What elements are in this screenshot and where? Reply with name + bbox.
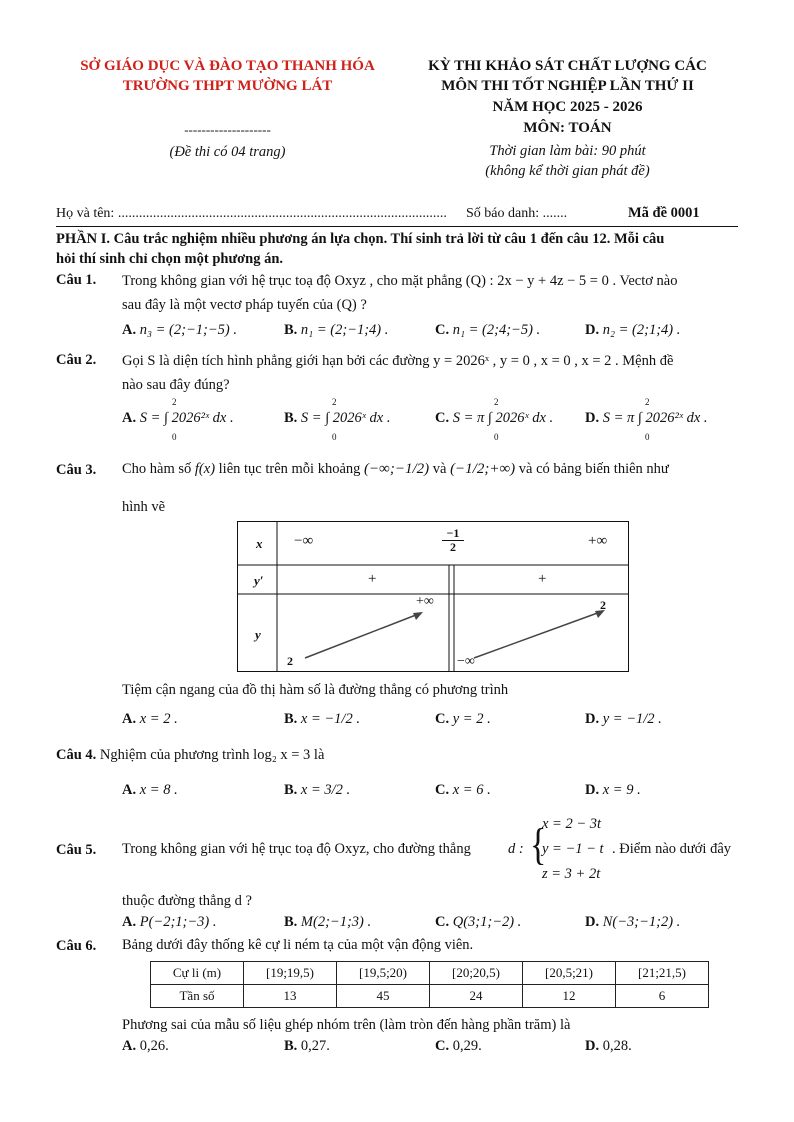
q2-option-b[interactable]: B. S = ∫ 2026ˣ dx .: [284, 410, 391, 426]
frequency-table: [150, 961, 709, 1008]
table-header-cell: [21;21,5): [616, 962, 709, 985]
table-header-cell: Cự li (m): [151, 962, 244, 985]
school-year: NĂM HỌC 2025 - 2026: [492, 99, 643, 115]
q4-label: Câu 4.: [56, 747, 97, 763]
q5-option-b[interactable]: B. M(2;−1;3) .: [284, 914, 372, 930]
table-cell: 24: [430, 985, 523, 1008]
q3-text-line2: hình vẽ: [122, 499, 166, 515]
table-header-cell: [20,5;21): [523, 962, 616, 985]
q3-question: Tiệm cận ngang của đồ thị hàm số là đường thẳng có phương trình: [122, 682, 509, 698]
table-header-cell: [19,5;20): [337, 962, 430, 985]
q1-option-d[interactable]: D. n₂ = (2;1;4) .: [585, 322, 681, 338]
q4-line: [56, 747, 324, 764]
q2-a-upper-bound: 2: [172, 397, 177, 407]
q3-option-b[interactable]: B. x = −1/2 .: [284, 711, 360, 727]
q5-option-c[interactable]: C. Q(3;1;−2) .: [435, 914, 522, 930]
part1-heading-line2: hỏi thí sinh chỉ chọn một phương án.: [56, 251, 284, 267]
q3-option-d[interactable]: D. y = −1/2 .: [585, 711, 662, 727]
q1-option-b[interactable]: B. n₁ = (2;−1;4) .: [284, 322, 389, 338]
info-underline: [56, 226, 738, 227]
q4-option-a[interactable]: A. x = 8 .: [122, 782, 178, 798]
exam-time-note: (không kể thời gian phát đề): [485, 163, 650, 179]
q5-line-d: d :: [508, 841, 524, 857]
q1-option-a[interactable]: A. n₃ = (2;−1;−5) .: [122, 322, 237, 338]
q5-text-b: . Điểm nào dưới đây: [612, 841, 732, 857]
q6-option-c[interactable]: C. 0,29.: [435, 1038, 482, 1054]
q3-option-a[interactable]: A. x = 2 .: [122, 711, 178, 727]
q5-system-y: y = −1 − t: [542, 841, 604, 857]
q2-b-lower-bound: 0: [332, 432, 337, 442]
q6-text: Bảng dưới đây thống kê cự li ném tạ của một vận động viên.: [122, 937, 474, 953]
q6-label: Câu 6.: [56, 938, 97, 954]
q2-text-line1: Gọi S là diện tích hình phẳng giới hạn bởi các đường y = 2026ˣ , y = 0 , x = 0 , x = 2 . Mệnh đề: [122, 353, 674, 369]
department-name: SỞ GIÁO DỤC VÀ ĐÀO TẠO THANH HÓA: [80, 58, 375, 74]
q3-text-line1: Cho hàm số f(x) liên tục trên mỗi khoảng (−∞;−1/2) và (−1/2;+∞) và có bảng biến thiên như: [122, 461, 669, 477]
table-header-cell: [19;19,5): [244, 962, 337, 985]
q5-label: Câu 5.: [56, 842, 97, 858]
q5-system-brace: {: [530, 821, 547, 870]
q4-option-d[interactable]: D. x = 9 .: [585, 782, 641, 798]
exam-time: Thời gian làm bài: 90 phút: [489, 143, 646, 159]
q1-label: Câu 1.: [56, 272, 97, 288]
candidate-number-field: Số báo danh: .......: [466, 206, 568, 221]
school-name: TRƯỜNG THPT MƯỜNG LÁT: [122, 78, 333, 94]
table-header-cell: [20;20,5): [430, 962, 523, 985]
q2-b-upper-bound: 2: [332, 397, 337, 407]
part1-heading-line1: PHẦN I. Câu trắc nghiệm nhiều phương án lựa chọn. Thí sinh trả lời từ câu 1 đến câu 12. Mỗi câu: [56, 231, 665, 247]
table-sign-right: +: [538, 571, 547, 587]
exam-code: Mã đề 0001: [628, 205, 700, 221]
q3-label: Câu 3.: [56, 462, 97, 478]
table-cell: 13: [244, 985, 337, 1008]
q2-d-upper-bound: 2: [645, 397, 650, 407]
q2-label: Câu 2.: [56, 352, 97, 368]
q5-text-line2: thuộc đường thẳng d ?: [122, 893, 252, 909]
table-yprime-label: y′: [254, 573, 264, 588]
q2-d-lower-bound: 0: [645, 432, 650, 442]
table-cell: 6: [616, 985, 709, 1008]
q2-text-line2: nào sau đây đúng?: [122, 377, 230, 393]
q6-question: Phương sai của mẫu số liệu ghép nhóm trên (làm tròn đến hàng phần trăm) là: [122, 1017, 571, 1033]
header-separator: --------------------: [184, 122, 271, 137]
table-x-left: −∞: [294, 533, 314, 549]
table-header-row: [151, 962, 709, 985]
table-cell: 45: [337, 985, 430, 1008]
table-sign-left: +: [368, 571, 377, 587]
q5-text-a: Trong không gian với hệ trục toạ độ Oxyz, cho đường thẳng: [122, 841, 471, 857]
q6-option-b[interactable]: B. 0,27.: [284, 1038, 330, 1054]
candidate-name-field: Họ và tên: ..............................................................................................: [56, 206, 447, 221]
q2-a-lower-bound: 0: [172, 432, 177, 442]
q1-text-line2: sau đây là một vectơ pháp tuyến của (Q) ?: [122, 297, 367, 313]
subject: MÔN: TOÁN: [523, 120, 612, 136]
q3-option-c[interactable]: C. y = 2 .: [435, 711, 491, 727]
table-x-right: +∞: [588, 533, 608, 549]
table-y-left-top: +∞: [416, 594, 434, 609]
table-x-label: x: [256, 536, 263, 551]
q3-interval-1: (−∞;−1/2): [364, 461, 430, 477]
table-cell: Tần số: [151, 985, 244, 1008]
q5-system-x: x = 2 − 3t: [542, 816, 602, 832]
q1-text-line1: Trong không gian với hệ trục toạ độ Oxyz , cho mặt phẳng (Q) : 2x − y + 4z − 5 = 0 . Vectơ nào: [122, 273, 678, 289]
table-y-right-bottom: −∞: [457, 654, 475, 669]
q5-system-z: z = 3 + 2t: [542, 866, 601, 882]
q2-option-d[interactable]: D. S = π ∫ 2026²ˣ dx .: [585, 410, 708, 426]
table-y-left-bottom: 2: [287, 654, 293, 668]
q6-option-a[interactable]: A. 0,26.: [122, 1038, 169, 1054]
table-x-mid: −1 2: [442, 527, 464, 554]
exam-title-line1: KỲ THI KHẢO SÁT CHẤT LƯỢNG CÁC: [428, 58, 707, 74]
q5-option-d[interactable]: D. N(−3;−1;2) .: [585, 914, 681, 930]
q4-text: Nghiệm của phương trình log₂ x = 3 là: [99, 747, 325, 763]
exam-title-line2: MÔN THI TỐT NGHIỆP LẦN THỨ II: [441, 78, 694, 94]
q4-option-c[interactable]: C. x = 6 .: [435, 782, 491, 798]
q5-option-a[interactable]: A. P(−2;1;−3) .: [122, 914, 217, 930]
q2-c-lower-bound: 0: [494, 432, 499, 442]
table-y-label: y: [255, 627, 261, 642]
q3-interval-2: (−1/2;+∞): [450, 461, 516, 477]
q2-option-a[interactable]: A. S = ∫ 2026²ˣ dx .: [122, 410, 234, 426]
table-cell: 12: [523, 985, 616, 1008]
q2-option-c[interactable]: C. S = π ∫ 2026ˣ dx .: [435, 410, 554, 426]
pages-note: (Đề thi có 04 trang): [169, 144, 286, 160]
q4-option-b[interactable]: B. x = 3/2 .: [284, 782, 351, 798]
table-row: [151, 985, 709, 1008]
q6-option-d[interactable]: D. 0,28.: [585, 1038, 632, 1054]
q2-c-upper-bound: 2: [494, 397, 499, 407]
q1-option-c[interactable]: C. n₁ = (2;4;−5) .: [435, 322, 541, 338]
table-y-right-top: 2: [600, 598, 606, 612]
